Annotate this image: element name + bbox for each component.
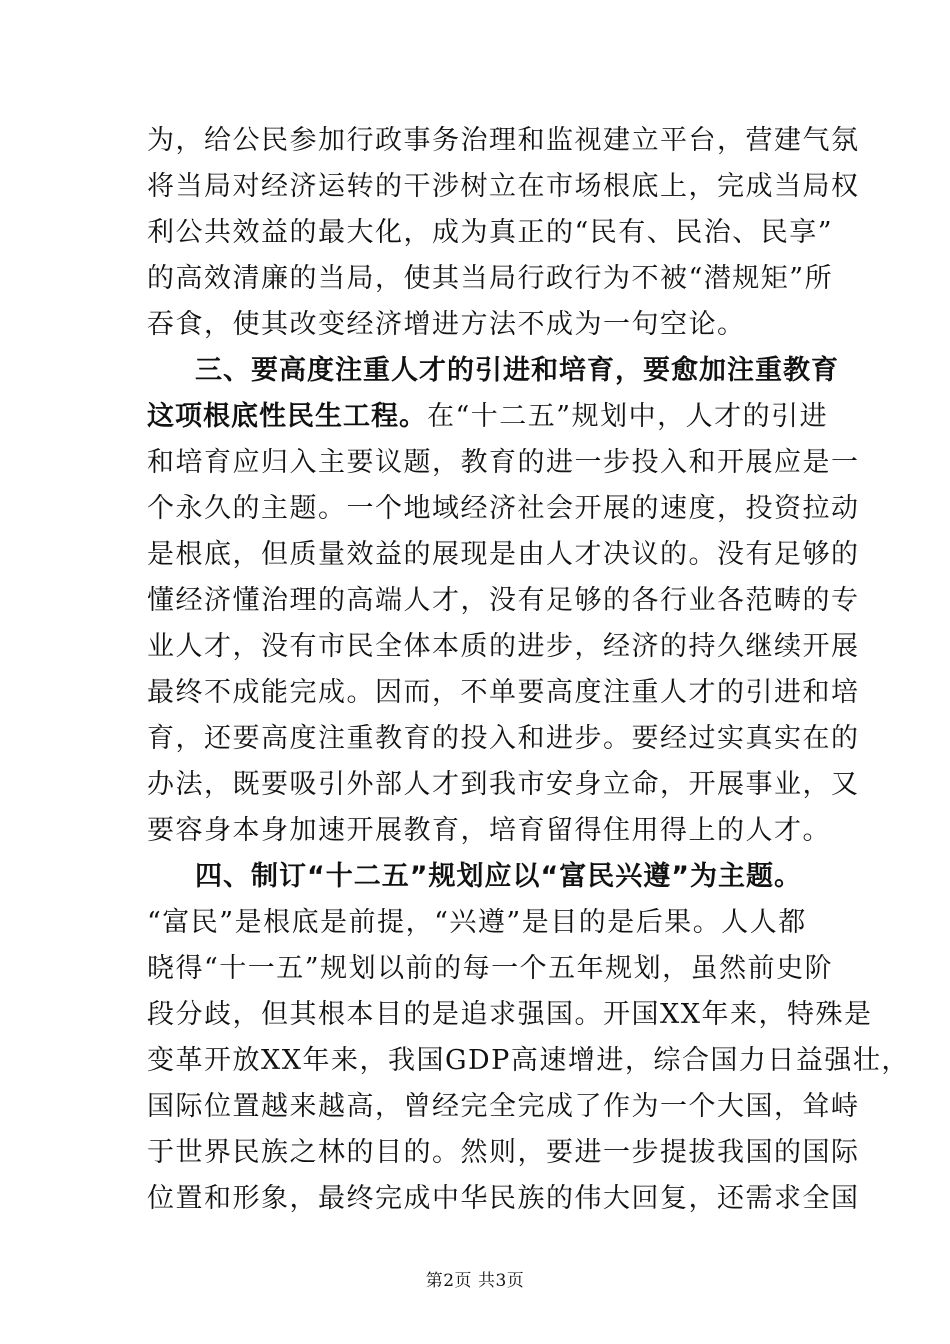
text-line: 国际位置越来越高，曾经完全完成了作为一个大国，耸峙 xyxy=(147,1091,860,1122)
text-line: 位置和形象，最终完成中华民族的伟大回复，还需求全国 xyxy=(147,1183,860,1214)
paragraph-three-start: 在“十二五”规划中，人才的引进 xyxy=(427,401,829,432)
text-line: 的高效清廉的当局，使其当局行政行为不被“潜规矩”所 xyxy=(147,263,834,294)
section-heading-three: 三、要高度注重人才的引进和培育，要愈加注重教育 xyxy=(195,355,839,386)
text-line: 办法，既要吸引外部人才到我市安身立命，开展事业，又 xyxy=(147,769,860,800)
section-heading-three-continued: 这项根底性民生工程。 xyxy=(147,401,427,432)
text-line: “富民”是根底是前提，“兴遵”是目的是后果。人人都 xyxy=(147,907,807,938)
text-line: 于世界民族之林的目的。然则，要进一步提拔我国的国际 xyxy=(147,1137,860,1168)
text-line: 为，给公民参加行政事务治理和监视建立平台，营建气氛 xyxy=(147,125,860,156)
text-line: 要容身本身加速开展教育，培育留得住用得上的人才。 xyxy=(147,815,831,846)
text-line: 业人才，没有市民全体本质的进步，经济的持久继续开展 xyxy=(147,631,860,662)
text-line: 变革开放XX年来，我国GDP高速增进，综合国力日益强壮， xyxy=(147,1045,910,1076)
text-line: 育，还要高度注重教育的投入和进步。要经过实真实在的 xyxy=(147,723,860,754)
text-line: 段分歧，但其根本目的是追求强国。开国XX年来，特殊是 xyxy=(147,999,873,1030)
text-line: 是根底，但质量效益的展现是由人才决议的。没有足够的 xyxy=(147,539,860,570)
text-line: 吞食，使其改变经济增进方法不成为一句空论。 xyxy=(147,309,746,340)
text-line: 晓得“十一五”规划以前的每一个五年规划，虽然前史阶 xyxy=(147,953,834,984)
section-heading-four: 四、制订“十二五”规划应以“富民兴遵”为主题。 xyxy=(195,861,802,892)
page-number-footer: 第2页 共3页 xyxy=(425,1271,525,1291)
text-line: 懂经济懂治理的高端人才，没有足够的各行业各范畴的专 xyxy=(147,585,860,616)
text-line-mixed xyxy=(147,400,829,434)
text-line: 和培育应归入主要议题，教育的进一步投入和开展应是一 xyxy=(147,447,860,478)
text-line: 利公共效益的最大化，成为真正的“民有、民治、民享” xyxy=(147,217,834,248)
text-line: 最终不成能完成。因而，不单要高度注重人才的引进和培 xyxy=(147,677,860,708)
text-line: 将当局对经济运转的干涉树立在市场根底上，完成当局权 xyxy=(147,171,860,202)
text-line: 个永久的主题。一个地域经济社会开展的速度，投资拉动 xyxy=(147,493,860,524)
